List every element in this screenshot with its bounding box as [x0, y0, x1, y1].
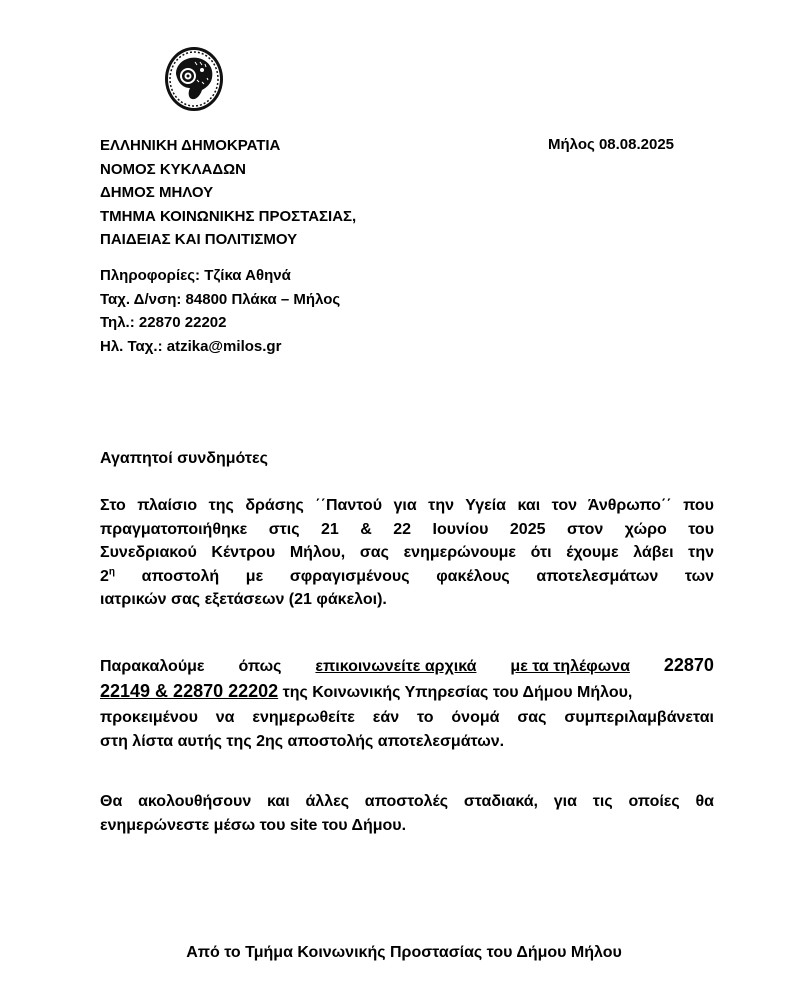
paragraph-line: πραγματοποιήθηκε στις 21 & 22 Ιουνίου 2025 στον χώρο του: [100, 520, 714, 538]
paragraph-line: Συνεδριακού Κέντρου Μήλου, σας ενημερώνουμε ότι έχουμε λάβει την: [100, 544, 714, 561]
paragraph-line-text: αποστολή με σφραγισμένους φακέλους αποτελεσμάτων των: [115, 567, 714, 585]
paragraph-line-text: της Κοινωνικής Υπηρεσίας του Δήμου Μήλου,: [278, 684, 633, 701]
issuer-line: ΕΛΛΗΝΙΚΗ ΔΗΜΟΚΡΑΤΙΑ: [100, 137, 281, 154]
contact-first-emphasis: επικοινωνείτε αρχικά: [315, 658, 477, 675]
contact-phone: Τηλ.: 22870 22202: [100, 314, 227, 331]
contact-address: Ταχ. Δ/νση: 84800 Πλάκα – Μήλος: [100, 290, 341, 308]
phone-number-start: 22870: [663, 655, 714, 675]
issuer-line: ΝΟΜΟΣ ΚΥΚΛΑΔΩΝ: [100, 160, 246, 178]
phone-numbers: 22149 & 22870 22202: [100, 681, 279, 701]
signature-line: Από το Τμήμα Κοινωνικής Προστασίας του Δήμου Μήλου: [186, 944, 622, 961]
ordinal-number: 2: [100, 567, 109, 585]
paragraph-line: Στο πλαίσιο της δράσης ΄΄Παντού για την Υγεία και τον Άνθρωπο΄΄ που: [100, 497, 714, 514]
paragraph-line: ενημερώνεστε μέσω του site του Δήμου.: [100, 816, 407, 834]
paragraph-line: ιατρικών σας εξετάσεων (21 φάκελοι).: [100, 591, 387, 608]
paragraph-word: όπως: [238, 658, 282, 675]
paragraph-word: Παρακαλούμε: [100, 658, 205, 675]
issuer-block: [100, 134, 356, 252]
issuer-line: ΤΜΗΜΑ ΚΟΙΝΩΝΙΚΗΣ ΠΡΟΣΤΑΣΙΑΣ,: [100, 207, 357, 225]
paragraph-line: στη λίστα αυτής της 2ης αποστολής αποτελεσμάτων.: [100, 732, 505, 750]
paragraph-3: [100, 790, 714, 837]
paragraph-line: [100, 680, 714, 706]
contact-block: [100, 264, 340, 358]
greeting: Αγαπητοί συνδημότες: [100, 450, 268, 467]
paragraph-line: προκειμένου να ενημερωθείτε εάν το όνομά σας συμπεριλαμβάνεται: [100, 709, 714, 726]
contact-person: Πληροφορίες: Τζίκα Αθηνά: [100, 267, 291, 284]
issuer-line: ΔΗΜΟΣ ΜΗΛΟΥ: [100, 184, 214, 201]
issuer-line: ΠΑΙΔΕΙΑΣ ΚΑΙ ΠΟΛΙΤΙΣΜΟΥ: [100, 231, 298, 248]
paragraph-line: [100, 654, 714, 680]
phone-label-emphasis: με τα τηλέφωνα: [510, 658, 630, 675]
paragraph-line: [100, 565, 714, 589]
municipality-seal-icon: [162, 44, 226, 114]
letter-date: Μήλος 08.08.2025: [548, 136, 675, 153]
paragraph-line: Θα ακολουθήσουν και άλλες αποστολές σταδιακά, για τις οποίες θα: [100, 793, 714, 810]
ordinal-suffix: η: [108, 566, 116, 578]
paragraph-1: [100, 494, 714, 612]
paragraph-2: [100, 654, 714, 753]
contact-email: Ηλ. Ταχ.: atzika@milos.gr: [100, 337, 282, 355]
